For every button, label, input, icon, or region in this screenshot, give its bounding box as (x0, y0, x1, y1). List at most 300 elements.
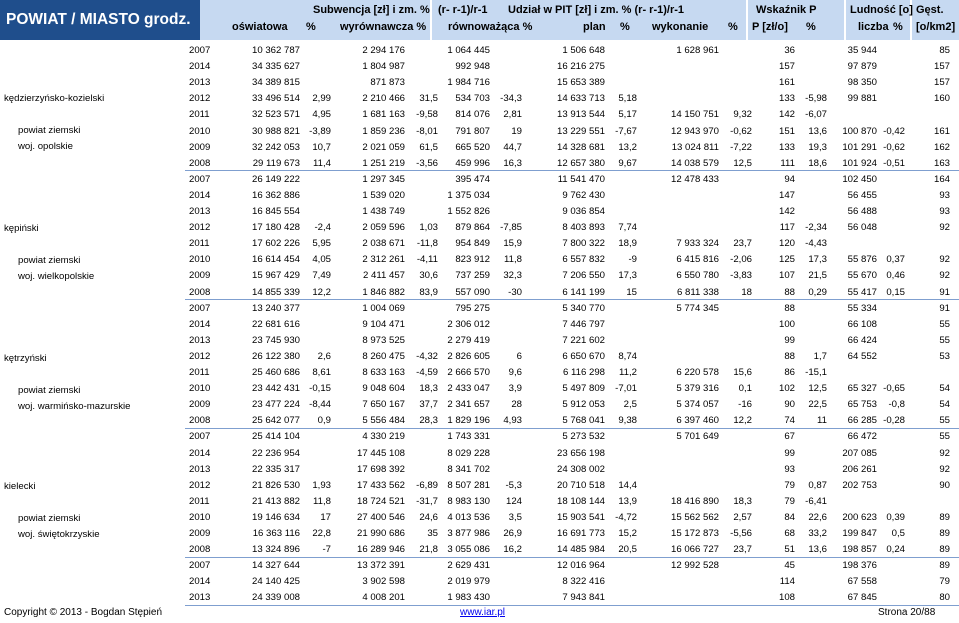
value-cell: 98 350 (847, 77, 877, 89)
value-cell: 6 (516, 350, 522, 362)
plan-header: plan (583, 21, 606, 33)
value-cell: 207 085 (842, 447, 877, 459)
value-cell: 9 036 854 (562, 206, 605, 217)
value-cell: 6 550 780 (676, 270, 719, 282)
value-cell: -4,72 (615, 511, 637, 523)
value-cell: 85 (939, 45, 950, 56)
value-cell: -11,8 (416, 238, 438, 250)
value-cell: 11,4 (313, 157, 331, 169)
year-cell: 2014 (189, 576, 211, 588)
value-cell: 15,2 (618, 528, 637, 539)
value-cell: 9,6 (508, 367, 522, 378)
value-cell: -0,62 (883, 141, 905, 153)
value-cell: 2,99 (312, 93, 331, 105)
value-cell: 89 (939, 544, 950, 556)
value-cell: 17 698 392 (356, 463, 405, 475)
value-cell: 133 (778, 141, 795, 153)
value-cell: 16,2 (503, 544, 522, 556)
pct-header-3: % (728, 21, 738, 33)
value-cell: 5 768 041 (562, 415, 605, 427)
value-cell: 21,8 (419, 544, 438, 556)
value-cell: 32 242 053 (251, 141, 300, 153)
value-cell: 1 251 219 (362, 157, 405, 169)
table-row (185, 557, 959, 574)
year-cell: 2007 (189, 173, 211, 185)
table-row (185, 525, 959, 542)
value-cell: 114 (779, 576, 795, 588)
value-cell: 8 341 702 (447, 463, 490, 475)
pct-header-1: % (306, 21, 316, 33)
value-cell: 9 104 471 (362, 318, 405, 330)
value-cell: 18,6 (808, 157, 827, 169)
table-row (185, 300, 959, 317)
value-cell: -34,3 (500, 93, 522, 105)
value-cell: 30 988 821 (251, 125, 300, 137)
value-cell: 24,6 (419, 511, 438, 523)
value-cell: 91 (939, 286, 950, 298)
value-cell: 1 804 987 (362, 61, 405, 73)
value-cell: 56 455 (847, 189, 877, 201)
value-cell: 0,37 (886, 254, 905, 266)
value-cell: 88 (784, 350, 795, 362)
value-cell: 3 877 986 (447, 528, 490, 539)
value-cell: 14 038 579 (670, 157, 719, 169)
year-cell: 2012 (189, 479, 211, 491)
value-cell: -4,59 (416, 367, 438, 378)
value-cell: 101 924 (842, 157, 877, 169)
value-cell: 13 229 551 (556, 125, 605, 137)
value-cell: -8,01 (416, 125, 438, 137)
value-cell: 4 008 201 (362, 592, 405, 604)
year-cell: 2010 (189, 511, 211, 523)
county-name: kielecki (4, 481, 36, 492)
value-cell: 34 335 627 (251, 61, 300, 73)
value-cell: 33,2 (808, 528, 827, 539)
value-cell: 17 433 562 (356, 479, 405, 491)
value-cell: 1 539 020 (362, 189, 405, 201)
value-cell: 7 800 322 (562, 238, 605, 250)
value-cell: 11 541 470 (557, 173, 605, 185)
value-cell: 157 (933, 61, 950, 73)
value-cell: 18,9 (618, 238, 637, 250)
year-cell: 2013 (189, 592, 211, 604)
value-cell: 1 859 236 (362, 125, 405, 137)
value-cell: 12,2 (312, 286, 331, 298)
value-cell: 108 (778, 592, 795, 604)
value-cell: 871 873 (370, 77, 405, 89)
value-cell: 8 507 281 (447, 479, 490, 491)
value-cell: 8 973 525 (362, 334, 405, 346)
wykonanie-header: wykonanie (652, 21, 709, 33)
table-row (185, 364, 959, 381)
value-cell: 32 523 571 (251, 109, 300, 121)
value-cell: 28,3 (419, 415, 438, 427)
value-cell: 5,18 (618, 93, 637, 105)
value-cell: 14,4 (618, 479, 637, 491)
value-cell: 92 (939, 270, 950, 282)
value-cell: -30 (508, 286, 522, 298)
value-cell: 200 623 (842, 511, 877, 523)
value-cell: 12 657 380 (556, 157, 605, 169)
value-cell: 101 291 (842, 141, 877, 153)
value-cell: 2 306 012 (447, 318, 490, 330)
value-cell: 1 438 749 (362, 206, 405, 217)
value-cell: -2,06 (730, 254, 752, 266)
value-cell: 2 279 419 (447, 334, 490, 346)
value-cell: 1 004 069 (362, 302, 405, 314)
value-cell: 9,38 (618, 415, 637, 427)
value-cell: 24 308 002 (556, 463, 605, 475)
value-cell: 0,24 (886, 544, 905, 556)
value-cell: 35 944 (847, 45, 877, 56)
value-cell: 3,9 (508, 383, 522, 395)
value-cell: 17 (320, 511, 331, 523)
value-cell: 23 656 198 (556, 447, 605, 459)
value-cell: 8 403 893 (562, 222, 605, 234)
page-title-text: POWIAT / MIASTO grodz. (6, 11, 191, 28)
year-cell: 2010 (189, 125, 211, 137)
year-cell: 2010 (189, 383, 211, 395)
value-cell: 18 (741, 286, 752, 298)
value-cell: 13 024 811 (671, 141, 719, 153)
value-cell: 157 (778, 61, 795, 73)
value-cell: 1 064 445 (447, 45, 490, 56)
table-header (0, 0, 959, 40)
value-cell: 1 628 961 (676, 45, 719, 56)
value-cell: 14 855 339 (251, 286, 300, 298)
value-cell: 0,1 (738, 383, 752, 395)
value-cell: 2 411 457 (363, 270, 405, 282)
value-cell: -4,43 (805, 238, 827, 250)
year-cell: 2007 (189, 302, 211, 314)
value-cell: 0,39 (886, 511, 905, 523)
value-cell: -31,7 (416, 495, 438, 507)
value-cell: 22,6 (808, 511, 827, 523)
value-cell: 99 (784, 334, 795, 346)
table-row (185, 90, 959, 107)
value-cell: 89 (939, 511, 950, 523)
value-cell: 56 048 (847, 222, 877, 234)
value-cell: 4,95 (312, 109, 331, 121)
year-cell: 2011 (189, 238, 210, 250)
value-cell: 65 753 (847, 399, 877, 411)
value-cell: 151 (778, 125, 795, 137)
value-cell: 51 (784, 544, 795, 556)
subwencja-header: Subwencja [zł] i zm. % (313, 4, 430, 16)
value-cell: 2 021 059 (362, 141, 405, 153)
value-cell: 53 (939, 350, 950, 362)
table-row (185, 267, 959, 284)
value-cell: -0,62 (730, 125, 752, 137)
value-cell: 5,17 (618, 109, 637, 121)
pit-header: Udział w PIT [zł] i zm. % (r- r-1)/r-1 (508, 4, 685, 16)
value-cell: 14 328 681 (556, 141, 605, 153)
value-cell: 16 066 727 (670, 544, 719, 556)
value-cell: 12 478 433 (670, 173, 719, 185)
table-row (185, 380, 959, 397)
year-cell: 2008 (189, 415, 211, 427)
value-cell: 1 506 648 (562, 45, 605, 56)
value-cell: 1 983 430 (447, 592, 490, 604)
value-cell: 32,3 (503, 270, 522, 282)
value-cell: 395 474 (455, 173, 490, 185)
value-cell: 55 (939, 431, 950, 443)
value-cell: 93 (939, 206, 950, 217)
value-cell: 13 372 391 (356, 560, 405, 572)
value-cell: 13,6 (808, 544, 827, 556)
value-cell: 13 913 544 (556, 109, 605, 121)
value-cell: 12,5 (808, 383, 827, 395)
year-cell: 2011 (189, 495, 210, 507)
table-row (185, 171, 959, 188)
value-cell: 65 327 (847, 383, 877, 395)
value-cell: 86 (784, 367, 795, 378)
year-cell: 2013 (189, 334, 211, 346)
year-cell: 2012 (189, 93, 211, 105)
county-name: kętrzyński (4, 353, 47, 364)
value-cell: 37,7 (419, 399, 438, 411)
value-cell: 147 (778, 189, 795, 201)
value-cell: 7 446 797 (562, 318, 605, 330)
value-cell: 20,5 (618, 544, 637, 556)
table-row (185, 235, 959, 252)
value-cell: 6 415 816 (676, 254, 719, 266)
value-cell: 8,61 (312, 367, 331, 378)
value-cell: 2,6 (317, 350, 331, 362)
value-cell: 199 847 (842, 528, 877, 539)
value-cell: 28 (511, 399, 522, 411)
value-cell: 3 902 598 (362, 576, 405, 588)
year-cell: 2014 (189, 61, 211, 73)
value-cell: 12,5 (733, 157, 752, 169)
value-cell: -0,51 (883, 157, 905, 169)
value-cell: -0,65 (883, 383, 905, 395)
year-cell: 2010 (189, 254, 211, 266)
value-cell: 22,5 (808, 399, 827, 411)
value-cell: 25 460 686 (251, 367, 300, 378)
table-row (185, 461, 959, 478)
value-cell: 5 774 345 (676, 302, 719, 314)
value-cell: 16,3 (503, 157, 522, 169)
value-cell: 124 (505, 495, 522, 507)
value-cell: 17 602 226 (251, 238, 300, 250)
value-cell: 18 108 144 (556, 495, 605, 507)
value-cell: 24 339 008 (251, 592, 300, 604)
value-cell: 1,93 (312, 479, 331, 491)
value-cell: 67 558 (847, 576, 877, 588)
value-cell: 8 260 475 (362, 350, 405, 362)
website-link[interactable]: www.iar.pl (460, 607, 506, 618)
table-row (185, 348, 959, 365)
value-cell: 823 912 (455, 254, 490, 266)
value-cell: 83,9 (419, 286, 438, 298)
value-cell: 142 (778, 206, 795, 217)
year-cell: 2013 (189, 77, 211, 89)
value-cell: 13,6 (808, 125, 827, 137)
value-cell: 18,3 (419, 383, 438, 395)
value-cell: 164 (933, 173, 950, 185)
footer (0, 602, 959, 623)
value-cell: 22 681 616 (251, 318, 300, 330)
value-cell: 5,95 (312, 238, 331, 250)
value-cell: 534 703 (455, 93, 490, 105)
value-cell: 6 397 460 (676, 415, 719, 427)
year-cell: 2012 (189, 350, 211, 362)
value-cell: 1 984 716 (447, 77, 490, 89)
table-row (185, 155, 959, 172)
value-cell: 25 414 104 (251, 431, 300, 443)
year-cell: 2012 (189, 222, 211, 234)
value-cell: 2 059 596 (362, 222, 405, 234)
value-cell: 16 363 116 (252, 528, 300, 539)
gest-unit-header: [o/km2] (916, 21, 956, 33)
value-cell: -9 (628, 254, 637, 266)
value-cell: 954 849 (455, 238, 490, 250)
value-cell: 15 (626, 286, 637, 298)
value-cell: 5 374 057 (676, 399, 719, 411)
value-cell: 16 362 886 (251, 189, 300, 201)
value-cell: 2 666 570 (447, 367, 490, 378)
value-cell: 26 122 380 (251, 350, 300, 362)
value-cell: -5,56 (730, 528, 752, 539)
value-cell: -2,34 (805, 222, 827, 234)
value-cell: 120 (778, 238, 795, 250)
year-cell: 2014 (189, 189, 211, 201)
ludnosc-header: Ludność [o] (850, 4, 913, 16)
value-cell: 99 (784, 447, 795, 459)
value-cell: 61,5 (419, 141, 438, 153)
value-cell: 18 416 890 (670, 495, 719, 507)
value-cell: 162 (933, 141, 950, 153)
value-cell: 97 879 (847, 61, 877, 73)
year-cell: 2009 (189, 270, 211, 282)
value-cell: 23 442 431 (251, 383, 300, 395)
value-cell: 21 990 686 (356, 528, 405, 539)
value-cell: 665 520 (455, 141, 490, 153)
value-cell: 4 330 219 (362, 431, 405, 443)
value-cell: 5 701 649 (676, 431, 719, 443)
value-cell: 992 948 (455, 61, 490, 73)
value-cell: 64 552 (847, 350, 877, 362)
value-cell: 92 (939, 254, 950, 266)
value-cell: 29 119 673 (252, 157, 300, 169)
value-cell: 12,2 (733, 415, 752, 427)
value-cell: 9,32 (733, 109, 752, 121)
value-cell: 1 743 331 (447, 431, 490, 443)
value-cell: -6,07 (805, 109, 827, 121)
value-cell: 111 (780, 157, 795, 169)
value-cell: 202 753 (842, 479, 877, 491)
value-cell: 4,93 (503, 415, 522, 427)
value-cell: 14 485 984 (556, 544, 605, 556)
page-number: Strona 20/88 (878, 607, 936, 618)
value-cell: 125 (778, 254, 795, 266)
value-cell: 54 (939, 383, 950, 395)
value-cell: 15 653 389 (556, 77, 605, 89)
table-row (185, 219, 959, 236)
year-cell: 2009 (189, 528, 211, 539)
value-cell: 8,74 (618, 350, 637, 362)
value-cell: 23,7 (733, 238, 752, 250)
value-cell: 18,3 (733, 495, 752, 507)
value-cell: -4,11 (416, 254, 438, 266)
value-cell: 0,5 (891, 528, 905, 539)
value-cell: 15 903 541 (556, 511, 605, 523)
table-row (185, 541, 959, 558)
value-cell: 74 (784, 415, 795, 427)
year-cell: 2011 (189, 367, 210, 378)
value-cell: -7,67 (615, 125, 637, 137)
value-cell: -6,89 (416, 479, 438, 491)
value-cell: 0,9 (317, 415, 331, 427)
value-cell: 89 (939, 528, 950, 539)
value-cell: 55 (939, 334, 950, 346)
value-cell: 1,7 (813, 350, 827, 362)
value-cell: 14 633 713 (556, 93, 605, 105)
value-cell: -7 (322, 544, 331, 556)
value-cell: 26,9 (503, 528, 522, 539)
value-cell: 117 (779, 222, 795, 234)
value-cell: 737 259 (455, 270, 490, 282)
value-cell: 55 334 (847, 302, 877, 314)
value-cell: 9 048 604 (362, 383, 405, 395)
value-cell: 1,03 (419, 222, 438, 234)
value-cell: 102 450 (842, 173, 877, 185)
footer-link[interactable] (460, 607, 505, 618)
value-cell: 31,5 (419, 93, 438, 105)
value-cell: 33 496 514 (251, 93, 300, 105)
value-cell: 92 (939, 463, 950, 475)
value-cell: 5 273 532 (562, 431, 605, 443)
value-cell: 56 488 (847, 206, 877, 217)
value-cell: -0,15 (309, 383, 331, 395)
value-cell: 26 149 222 (251, 173, 300, 185)
value-cell: 12 943 970 (670, 125, 719, 137)
value-cell: 12 992 528 (670, 560, 719, 572)
value-cell: 6 141 199 (562, 286, 605, 298)
value-cell: 1 829 196 (447, 415, 490, 427)
value-cell: 66 424 (847, 334, 877, 346)
value-cell: 133 (778, 93, 795, 105)
value-cell: 7 650 167 (362, 399, 405, 411)
value-cell: 79 (939, 576, 950, 588)
table-row (185, 412, 959, 429)
value-cell: 25 642 077 (251, 415, 300, 427)
value-cell: 2 038 671 (362, 238, 405, 250)
table-row (185, 139, 959, 156)
value-cell: 6 650 670 (562, 350, 605, 362)
value-cell: 93 (784, 463, 795, 475)
value-cell: 13 324 896 (251, 544, 300, 556)
value-cell: 23 477 224 (251, 399, 300, 411)
value-cell: 2 826 605 (447, 350, 490, 362)
value-cell: 11,2 (619, 367, 637, 378)
value-cell: 161 (933, 125, 950, 137)
value-cell: 11,8 (504, 254, 522, 266)
value-cell: 94 (784, 173, 795, 185)
table-row (185, 493, 959, 510)
value-cell: 5 379 316 (676, 383, 719, 395)
value-cell: 100 870 (842, 125, 877, 137)
copyright-text: Copyright © 2013 - Bogdan Stępień (4, 607, 163, 618)
value-cell: 66 108 (847, 318, 877, 330)
rownowazaca-header: równoważąca % (448, 21, 533, 33)
page-title (0, 0, 200, 40)
value-cell: 67 845 (847, 592, 877, 604)
value-cell: 8 633 163 (362, 367, 405, 378)
value-cell: -3,89 (309, 125, 331, 137)
value-cell: 2 019 979 (447, 576, 490, 588)
